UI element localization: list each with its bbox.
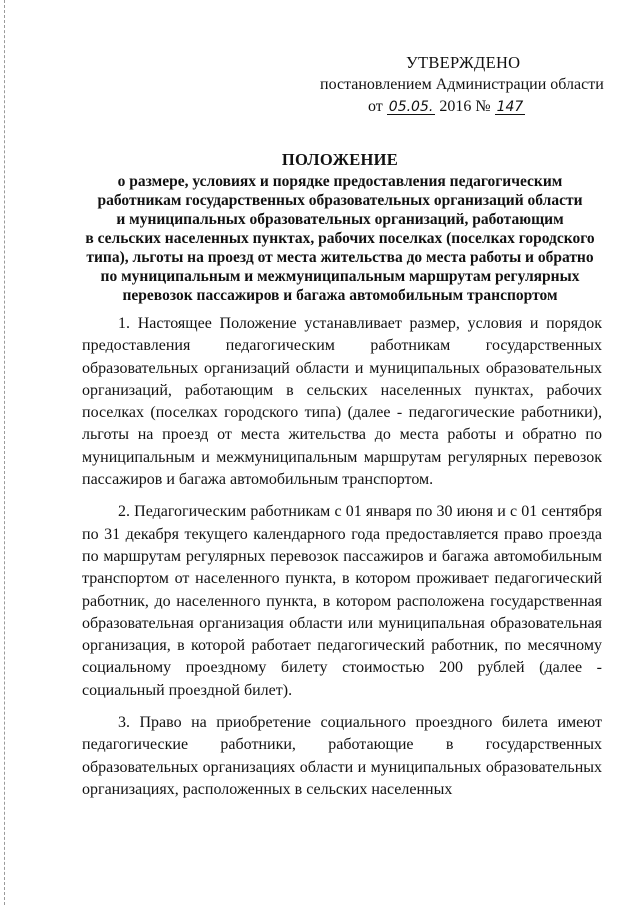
title-line: типа), льготы на проезд от места жительства до места работы и обратно: [86, 249, 594, 266]
approval-title: УТВЕРЖДЕНО: [406, 53, 521, 72]
title-line: по муниципальным и межмуниципальным маршрутам регулярных: [100, 268, 580, 285]
paragraph-1: 1. Настоящее Положение устанавливает размер, условия и порядок предоставления педагогическим работникам государственных образовательных организаций области и муниципальных образовательных организаций, работающим в сельских населенных пунктах, рабочих поселках (поселках городского типа) (далее - педагогические работники), льготы на проезд от места жительства до места работы и обратно по муниципальным и межмуниципальным маршрутам регулярных перевозок пассажиров и багажа автомобильным транспортом.: [82, 315, 602, 489]
title-line: работникам государственных образовательных организаций области: [97, 192, 583, 209]
title-line: перевозок пассажиров и багажа автомобильным транспортом: [122, 287, 558, 304]
title-line: в сельских населенных пунктах, рабочих поселках (поселках городского: [85, 230, 595, 247]
binding-edge: [4, 0, 5, 905]
handwritten-date: 05.05.: [388, 99, 434, 115]
title-line: о размере, условиях и порядке предоставления педагогическим: [117, 173, 563, 190]
title-line: и муниципальных образовательных организаций, работающим: [116, 211, 564, 228]
paragraph-3: 3. Право на приобретение социального проездного билета имеют педагогические работники, работающие в государственных образовательных организациях области и муниципальных образовательных организациях, расположенных в сельских населенных: [82, 714, 602, 798]
approval-date-line: [318, 96, 618, 118]
document-body: [82, 313, 602, 811]
document-title: [70, 150, 610, 305]
date-prefix: от: [368, 98, 383, 115]
paragraph-2: 2. Педагогическим работникам с 01 января по 30 июня и с 01 сентября по 31 декабря текущего календарного года предоставляется право проезда по маршрутам регулярных перевозок пассажиров и багажа автомобильным транспортом от населенного пункта, в котором проживает педагогический работник, до населенного пункта, в котором расположена государственная образовательная организация области или муниципальная образовательная организация, в которой работает педагогический работник, по месячному социальному проездному билету стоимостью 200 рублей (далее - социальный проездной билет).: [82, 503, 602, 699]
year-number-label: 2016 №: [439, 98, 491, 115]
approval-authority: постановлением Администрации области: [320, 76, 604, 93]
approval-stamp-block: [318, 52, 618, 118]
handwritten-number: 147: [496, 99, 524, 115]
title-heading: ПОЛОЖЕНИЕ: [281, 150, 399, 169]
